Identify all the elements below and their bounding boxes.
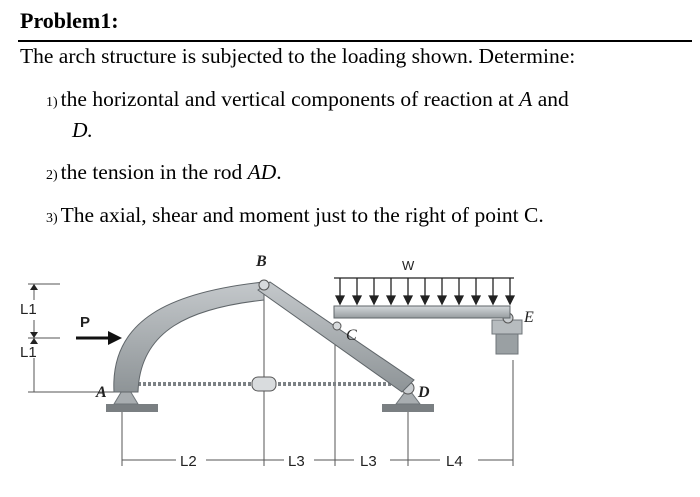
distributed-load <box>334 278 514 304</box>
problem-title: Problem1: <box>20 8 119 33</box>
force-P-arrow <box>76 331 122 345</box>
label-L3-right: L3 <box>360 453 377 470</box>
question-2: 2) the tension in the rod AD. <box>46 160 282 184</box>
label-L1-bottom: L1 <box>20 344 37 361</box>
pin-C <box>333 322 341 330</box>
label-C: C <box>346 327 357 344</box>
label-P: P <box>80 314 91 331</box>
label-D: D <box>418 384 430 401</box>
tie-rod-AD <box>128 377 402 391</box>
problem-statement: The arch structure is subjected to the loading shown. Determine: <box>20 44 576 68</box>
question-3: 3) The axial, shear and moment just to the right of point C. <box>46 203 544 227</box>
label-L3-left: L3 <box>288 453 305 470</box>
label-L4: L4 <box>446 453 463 470</box>
label-A: A <box>96 384 107 401</box>
question-1-continued: D. <box>72 118 93 142</box>
label-B: B <box>256 253 267 270</box>
label-E: E <box>524 309 534 326</box>
support-E <box>492 313 522 354</box>
label-L1-top: L1 <box>20 301 37 318</box>
label-L2: L2 <box>180 453 197 470</box>
pin-B <box>259 280 269 290</box>
question-1: 1) the horizontal and vertical components of reaction at A and <box>46 87 569 111</box>
label-W: W <box>402 258 415 273</box>
arch-member-AB <box>114 282 264 392</box>
beam-CE <box>334 306 510 318</box>
